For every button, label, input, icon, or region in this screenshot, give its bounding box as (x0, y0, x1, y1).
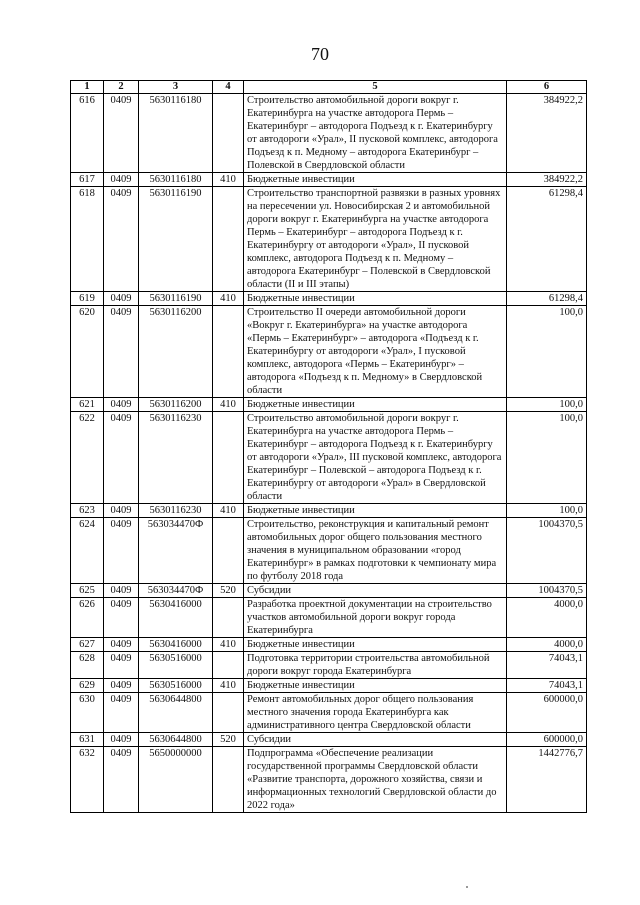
expense-type-cell (213, 652, 244, 679)
column-header: 1 (71, 81, 104, 94)
table-row (71, 412, 587, 504)
item-name-cell: Строительство транспортной развязки в разных уровнях на пересечении ул. Новосибирская 2 и автомобильной дороги вокруг г. Екатеринбурга на участке автодорога Пермь – Екатеринбург – автодорога Подъезд к г. Екатеринбургу от автодороги «Урал», II пусковой комплекс, автодорога Подъезд к п. Медному – автодорога Екатеринбург – Полевской в Свердловской области (II и III этапы) (244, 187, 507, 292)
item-name-cell: Бюджетные инвестиции (244, 679, 507, 693)
target-article-cell: 5650000000 (139, 747, 213, 813)
section-code-cell: 0409 (104, 638, 139, 652)
item-name-cell: Бюджетные инвестиции (244, 504, 507, 518)
section-code-cell: 0409 (104, 412, 139, 504)
target-article-cell: 5630116230 (139, 504, 213, 518)
amount-cell: 100,0 (507, 306, 587, 398)
target-article-cell: 5630644800 (139, 733, 213, 747)
expense-type-cell: 410 (213, 638, 244, 652)
target-article-cell: 563034470Ф (139, 584, 213, 598)
expense-type-cell: 410 (213, 504, 244, 518)
page-number: 70 (311, 44, 329, 64)
amount-cell: 4000,0 (507, 638, 587, 652)
expense-type-cell: 520 (213, 733, 244, 747)
item-name-cell: Разработка проектной документации на строительство участков автомобильной дороги вокруг города Екатеринбурга (244, 598, 507, 638)
section-code-cell: 0409 (104, 306, 139, 398)
target-article-cell: 5630116180 (139, 173, 213, 187)
amount-cell: 4000,0 (507, 598, 587, 638)
column-header: 6 (507, 81, 587, 94)
expense-type-cell (213, 412, 244, 504)
table-row (71, 306, 587, 398)
item-name-cell: Строительство II очереди автомобильной дороги «Вокруг г. Екатеринбурга» на участке автодорога «Пермь – Екатеринбург» – автодорога «Подъезд к г. Екатеринбургу от автодороги «Урал», I пусковой комплекс, автодорога «Пермь – Екатеринбург» – автодорога «Подъезд к п. Медному» в Свердловской области (244, 306, 507, 398)
item-name-cell: Ремонт автомобильных дорог общего пользования местного значения города Екатеринбурга как административного центра Свердловской области (244, 693, 507, 733)
target-article-cell: 5630516000 (139, 679, 213, 693)
amount-cell: 384922,2 (507, 173, 587, 187)
section-code-cell: 0409 (104, 747, 139, 813)
budget-table (70, 80, 587, 813)
target-article-cell: 5630116230 (139, 412, 213, 504)
row-number-cell: 626 (71, 598, 104, 638)
section-code-cell: 0409 (104, 518, 139, 584)
table-row (71, 292, 587, 306)
item-name-cell: Бюджетные инвестиции (244, 292, 507, 306)
section-code-cell: 0409 (104, 292, 139, 306)
amount-cell: 1004370,5 (507, 584, 587, 598)
row-number-cell: 616 (71, 94, 104, 173)
row-number-cell: 627 (71, 638, 104, 652)
row-number-cell: 630 (71, 693, 104, 733)
table-row (71, 187, 587, 292)
row-number-cell: 621 (71, 398, 104, 412)
target-article-cell: 5630516000 (139, 652, 213, 679)
row-number-cell: 618 (71, 187, 104, 292)
expense-type-cell (213, 693, 244, 733)
target-article-cell: 5630644800 (139, 693, 213, 733)
table-row (71, 398, 587, 412)
item-name-cell: Бюджетные инвестиции (244, 173, 507, 187)
amount-cell: 61298,4 (507, 187, 587, 292)
amount-cell: 100,0 (507, 412, 587, 504)
row-number-cell: 629 (71, 679, 104, 693)
row-number-cell: 617 (71, 173, 104, 187)
item-name-cell: Строительство, реконструкция и капитальный ремонт автомобильных дорог общего пользования местного значения в муниципальном образовании «город Екатеринбург» в рамках подготовки к чемпионату мира по футболу 2018 года (244, 518, 507, 584)
item-name-cell: Подготовка территории строительства автомобильной дороги вокруг города Екатеринбурга (244, 652, 507, 679)
table-row (71, 518, 587, 584)
amount-cell: 74043,1 (507, 652, 587, 679)
target-article-cell: 5630416000 (139, 638, 213, 652)
amount-cell: 100,0 (507, 504, 587, 518)
item-name-cell: Строительство автомобильной дороги вокруг г. Екатеринбурга на участке автодорога Пермь – Екатеринбург – автодорога Подъезд к г. Екатеринбургу от автодороги «Урал», III пусковой комплекс, автодорога Екатеринбург – Полевской – автодорога Подъезд к г. Екатеринбургу от автодороги «Урал» в Свердловской области (244, 412, 507, 504)
amount-cell: 100,0 (507, 398, 587, 412)
section-code-cell: 0409 (104, 693, 139, 733)
table-row (71, 693, 587, 733)
table-row (71, 638, 587, 652)
expense-type-cell: 410 (213, 173, 244, 187)
expense-type-cell (213, 747, 244, 813)
item-name-cell: Субсидии (244, 584, 507, 598)
target-article-cell: 5630116190 (139, 292, 213, 306)
target-article-cell: 5630116200 (139, 398, 213, 412)
section-code-cell: 0409 (104, 504, 139, 518)
section-code-cell: 0409 (104, 679, 139, 693)
item-name-cell: Бюджетные инвестиции (244, 638, 507, 652)
table-row (71, 598, 587, 638)
table-row (71, 733, 587, 747)
row-number-cell: 624 (71, 518, 104, 584)
section-code-cell: 0409 (104, 94, 139, 173)
section-code-cell: 0409 (104, 652, 139, 679)
amount-cell: 1004370,5 (507, 518, 587, 584)
table-row (71, 747, 587, 813)
row-number-cell: 632 (71, 747, 104, 813)
column-header: 2 (104, 81, 139, 94)
row-number-cell: 628 (71, 652, 104, 679)
row-number-cell: 622 (71, 412, 104, 504)
expense-type-cell (213, 306, 244, 398)
target-article-cell: 5630116190 (139, 187, 213, 292)
section-code-cell: 0409 (104, 584, 139, 598)
scan-speck (466, 886, 468, 888)
amount-cell: 61298,4 (507, 292, 587, 306)
section-code-cell: 0409 (104, 733, 139, 747)
expense-type-cell (213, 94, 244, 173)
item-name-cell: Подпрограмма «Обеспечение реализации государственной программы Свердловской области «Развитие транспорта, дорожного хозяйства, связи и информационных технологий Свердловской области до 2022 года» (244, 747, 507, 813)
target-article-cell: 5630116180 (139, 94, 213, 173)
column-header: 4 (213, 81, 244, 94)
table-row (71, 173, 587, 187)
amount-cell: 1442776,7 (507, 747, 587, 813)
expense-type-cell (213, 518, 244, 584)
expense-type-cell: 410 (213, 398, 244, 412)
expense-type-cell (213, 598, 244, 638)
amount-cell: 600000,0 (507, 733, 587, 747)
amount-cell: 600000,0 (507, 693, 587, 733)
row-number-cell: 619 (71, 292, 104, 306)
row-number-cell: 623 (71, 504, 104, 518)
section-code-cell: 0409 (104, 398, 139, 412)
target-article-cell: 563034470Ф (139, 518, 213, 584)
amount-cell: 74043,1 (507, 679, 587, 693)
expense-type-cell: 410 (213, 679, 244, 693)
item-name-cell: Субсидии (244, 733, 507, 747)
item-name-cell: Бюджетные инвестиции (244, 398, 507, 412)
column-header: 5 (244, 81, 507, 94)
table-row (71, 652, 587, 679)
row-number-cell: 620 (71, 306, 104, 398)
expense-type-cell: 410 (213, 292, 244, 306)
row-number-cell: 631 (71, 733, 104, 747)
section-code-cell: 0409 (104, 598, 139, 638)
expense-type-cell (213, 187, 244, 292)
table-row (71, 584, 587, 598)
target-article-cell: 5630416000 (139, 598, 213, 638)
target-article-cell: 5630116200 (139, 306, 213, 398)
amount-cell: 384922,2 (507, 94, 587, 173)
table-row (71, 504, 587, 518)
row-number-cell: 625 (71, 584, 104, 598)
section-code-cell: 0409 (104, 187, 139, 292)
table-row (71, 94, 587, 173)
expense-type-cell: 520 (213, 584, 244, 598)
table-row (71, 679, 587, 693)
item-name-cell: Строительство автомобильной дороги вокруг г. Екатеринбурга на участке автодорога Пермь – Екатеринбург – автодорога Подъезд к г. Екатеринбургу от автодороги «Урал», II пусковой комплекс, автодорога Подъезд к п. Медному – автодорога Екатеринбург – Полевской в Свердловской области (244, 94, 507, 173)
section-code-cell: 0409 (104, 173, 139, 187)
column-header: 3 (139, 81, 213, 94)
table-header-row (71, 81, 587, 94)
